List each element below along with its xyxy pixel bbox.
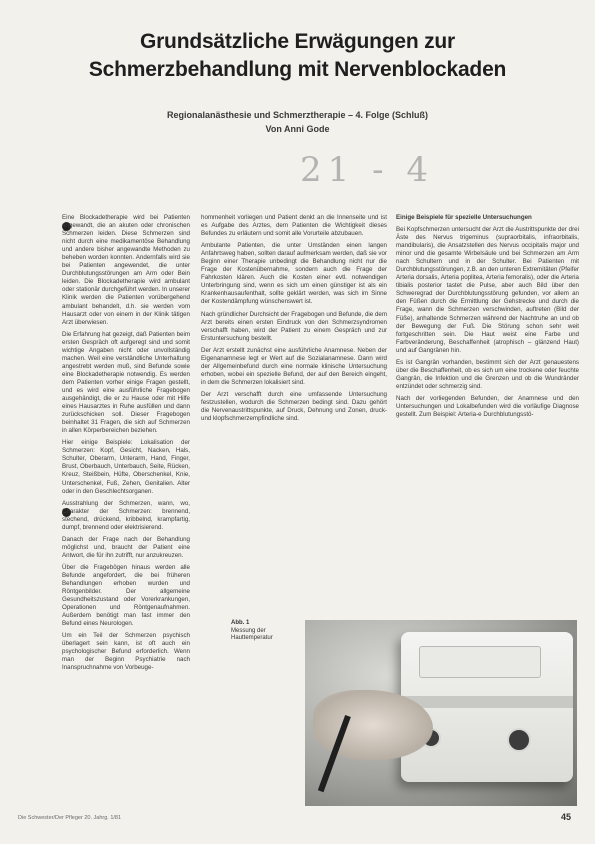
paragraph: Die Erfahrung hat gezeigt, daß Patienten beim ersten Gespräch oft aufgeregt sind und somit wichtige Angaben nicht oder unvollständig machen. Weil eine verständliche Unterhaltung angestrebt werden muß, sind Befunde sowie eine Blockadetherapie notwendig. Es werden dem Patienten vorher einige Fragen gestellt, und es wird eine ausführliche Fragebogen ausgehändigt, die er zu Hause oder mit Hilfe eines Hausarztes in Ruhe ausfüllen und dann zurückschicken soll. Dieser Fragebogen beinhaltet 31 Fragen, die sich auf Schmerzen in allen Körperbereichen beziehen. [62, 330, 190, 435]
title-line-2: Schmerzbehandlung mit Nervenblockaden [88, 58, 507, 81]
text-column-3 [396, 214, 579, 594]
paragraph: hommenheit vorliegen und Patient denkt an die Innenseite und ist es Aufgabe des Arztes, dem Patienten die Wichtigkeit dieses Befundes zu erläutern und somit alle Vorurteile abzubauen. [201, 214, 387, 238]
paragraph: Ambulante Patienten, die unter Umständen einen langen Anfahrtsweg haben, sollten darauf aufmerksam werden, daß sie vor Beginn einer Therapie unbedingt die Behandlung nicht nur die Frage der Kostenübernahme, sondern auch die Frage der Fahrkosten klären. Auch die Kosten einer evtl. notwendigen Unterbringung sind, wenn es sich um einen günstiger ist als ein Krankenhausaufenthalt, sollte geklärt werden, was sich im Sinne der Kostendämpfung wünschenswert ist. [201, 242, 387, 306]
paragraph: Über die Fragebögen hinaus werden alle Befunde angefordert, die bei früheren Behandlungen erhoben wurden und Röntgenbilder. Der allgemeine Gesundheitszustand oder Vorerkrankungen, Operationen und Röntgenaufnahmen. Außerdem benötigt man fast immer den Befund eines Neurologen. [62, 563, 190, 628]
device-band [401, 696, 573, 708]
paragraph: Eine Blockadetherapie wird bei Patienten angewandt, die an akuten oder chronischen Schmerzen leiden. Diese Schmerzen sind nicht durch eine medikamentöse Behandlung und andere bisher angewandte Methoden zu beheben worden konnten. Andernfalls wird sie bei Patienten angewendet, die unter Durchblutungsstörungen am Arm oder Bein leiden. Die Blockadetherapie wird ambulant oder stationär durchgeführt werden. In unserer Klinik werden die Patienten vorübergehend ambulant behandelt, d.h. sie werden vom Hausarzt oder von einem in der Klinik tätigen Arzt überwiesen. [62, 214, 190, 326]
paragraph: Nach der vorliegenden Befunden, der Anamnese und den Untersuchungen und Lokalbefunden wird die vorläufige Diagnose gestellt. Zum Beispiel: Arteria-e Durchblutungsstö- [396, 394, 579, 419]
title-line-1: Grundsätzliche Erwägungen zur [139, 30, 456, 53]
paragraph: Der Arzt verschafft durch eine umfassende Untersuchung festzustellen, wodurch die Schmerzen bedingt sind. Dazu gehört die Nervenaustrittspunkte, auf Druck, Dehnung und Zonen, druck- und klopfschmerzempfindliche sind. [201, 390, 387, 423]
paragraph: Um ein Teil der Schmerzen psychisch überlagert sein kann, ist oft auch ein psychologischer Befund erforderlich. Wenn man der Beginn Psychiatrie nach Inanspruchnahme von Vorbeuge- [62, 632, 190, 672]
figure-caption-text: Messung der Hauttemperatur [231, 627, 273, 642]
device-panel [419, 646, 541, 678]
measuring-device [401, 632, 573, 782]
article-title [0, 28, 595, 84]
figure-label: Abb. 1 [231, 620, 250, 626]
paragraph: Nach gründlicher Durchsicht der Fragebogen und Befunde, die dem Arzt bereits einen ersten Eindruck von den Schmerzsyndromen verschafft haben, wird der Patient zu einem Gespräch und zur Erstuntersuchung bestellt. [201, 310, 387, 342]
handwritten-note: 21 - 4 [300, 150, 434, 190]
article-subtitle: Regionalanästhesie und Schmerztherapie – 4. Folge (Schluß) [166, 110, 429, 120]
text-column-1 [62, 214, 190, 806]
paragraph: Ausstrahlung der Schmerzen, wann, wo, Charakter der Schmerzen: brennend, stechend, drückend, kribbelnd, krampfartig, dumpf, brennend oder elektrisierend. [62, 499, 190, 531]
text-column-2 [201, 214, 387, 588]
article-author: Von Anni Gode [265, 124, 330, 134]
page-footer: Die Schwester/Der Pfleger 20. Jahrg. 1/81 [18, 815, 122, 821]
page-number: 45 [560, 812, 571, 822]
figure-caption [231, 620, 301, 643]
paragraph: Hier einige Beispiele: Lokalisation der Schmerzen: Kopf, Gesicht, Nacken, Hals, Schulter, Oberarm, Unterarm, Hand, Finger, Brust, Oberbauch, Unterbauch, Seite, Rücken, Kreuz, Steißbein, Hüfte, Oberschenkel, Knie, Unterschenkel, Fuß, Zehen, Genitalien. Alter oder in den Geschlechtsorganen. [62, 439, 190, 495]
figure-photo [305, 620, 577, 806]
paragraph: Danach der Frage nach der Behandlung möglichst und, braucht der Patient eine Antwort, die für ihn zutrifft, nur anzukreuzen. [62, 535, 190, 559]
paragraph: Es ist Gangrän vorhanden, bestimmt sich der Arzt genauestens über die Beschaffenheit, ob es sich um eine trockene oder feuchte Gangrän, die Infektion und die Grenzen und ob die Wundränder entzündet oder schmerzig sind. [396, 358, 579, 390]
paragraph: Bei Kopfschmerzen untersucht der Arzt die Austrittspunkte der drei Äste des Nervus trigeminus (supraorbitalis, infraorbitalis, mandibularis), die Ansatzstellen des Nervus occipitalis major und minor und die gesamte Wirbelsäule und bei Schmerzen am Arm nach Schultern und in der Schulter. Bei Patienten mit Durchblutungsstörungen, z.B. an den unteren Extremitäten (Pfeifer Arteria dorsalis, Arteria poplitea, Arteria femoralis), oder die Arteria tibialis posterior tastet die Pulse, aber auch Bild über den Schweregrad der Durchblutungsstörung gefunden, vor allem an den Füßen durch die Ermittlung der Gehstrecke und durch die Frage, wann die Schmerzen verschwinden, auftreten (Bild der Füße), anhaltende Schmerzen während der Nachtruhe an und ob der Bewegung der Fuß. Die Störung schon sehr weit fortgeschritten sein. Die Haut weist eine Farbe und Farbveränderung, Beschaffenheit (atrophisch – glänzend Haut) und auf Gangränen hin. [396, 226, 579, 354]
device-knob [507, 728, 531, 752]
section-heading: Einige Beispiele für spezielle Untersuchungen [396, 214, 532, 221]
paragraph: Der Arzt erstellt zunächst eine ausführliche Anamnese. Neben der Eigenanamnese legt er Wert auf die Sozialanamnese. Dann wird der Allgemeinbefund durch eine normale klinische Untersuchung erhoben, wobei ein spezielle Befund, der auf den Bereich eingeht, in dem die Schmerzen lokalisiert sind. [201, 346, 387, 386]
